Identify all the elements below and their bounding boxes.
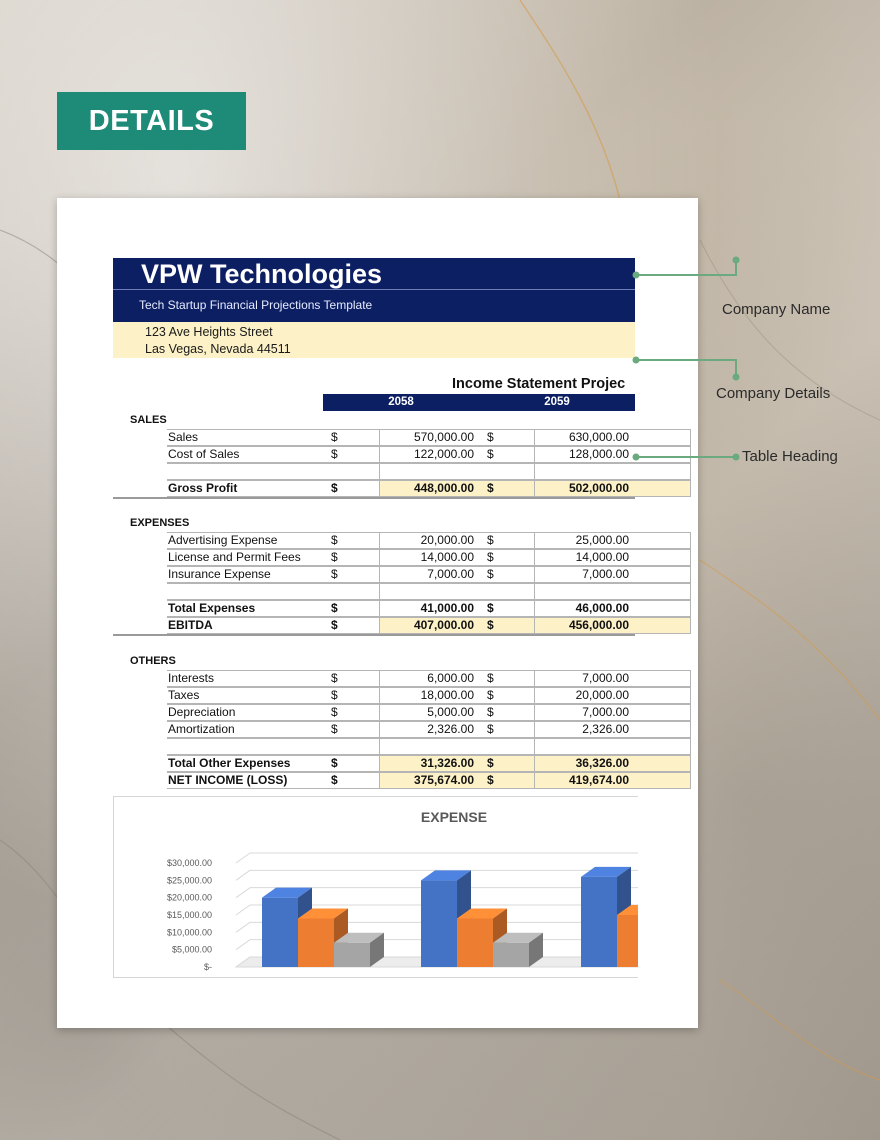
- table-row: Depreciation $ 5,000.00 $ 7,000.00: [113, 704, 635, 721]
- callout-dot: [733, 454, 740, 461]
- callout-dot: [633, 272, 640, 279]
- callout-company-details: Company Details: [716, 385, 831, 402]
- table-row: License and Permit Fees $ 14,000.00 $ 14,000.00: [113, 549, 635, 566]
- callout-dot: [733, 374, 740, 381]
- statement-title: Income Statement Projec: [452, 376, 626, 392]
- net-income-row: NET INCOME (LOSS) $ 375,674.00 $ 419,674.00: [113, 772, 635, 789]
- company-subtitle: Tech Startup Financial Projections Template: [139, 298, 373, 312]
- callout-dot: [633, 357, 640, 364]
- section-title-others: OTHERS: [130, 655, 176, 667]
- year-col-1: 2058: [388, 396, 414, 408]
- section-title-expenses: EXPENSES: [130, 517, 190, 529]
- callout-line-company-details: [636, 360, 736, 377]
- address-line-1: 123 Ave Heights Street: [145, 325, 273, 339]
- section-title-sales: SALES: [130, 414, 167, 426]
- chart-title: EXPENSE: [420, 809, 488, 825]
- details-badge: DETAILS: [57, 92, 246, 150]
- chart-y-tick-label: $20,000.00: [166, 892, 212, 903]
- chart-y-tick-label: $-: [203, 962, 212, 972]
- callout-table-heading: Table Heading: [742, 448, 838, 465]
- gross-profit-row: Gross Profit $ 448,000.00 $ 502,000.00: [113, 480, 635, 497]
- table-row: Sales $ 570,000.00 $ 630,000.00: [113, 429, 635, 446]
- chart-y-tick-label: $25,000.00: [166, 875, 212, 886]
- company-name: VPW Technologies: [141, 259, 383, 289]
- callout-dot: [733, 257, 740, 264]
- chart-y-tick-label: $5,000.00: [171, 944, 212, 955]
- chart-y-tick-label: $15,000.00: [166, 910, 212, 920]
- callout-company-name: Company Name: [722, 301, 831, 318]
- callout-line-company-name: [636, 260, 736, 275]
- total-other-expenses-row: Total Other Expenses $ 31,326.00 $ 36,326.00: [113, 755, 635, 772]
- table-row: Interests $ 6,000.00 $ 7,000.00: [113, 670, 635, 687]
- table-row: Insurance Expense $ 7,000.00 $ 7,000.00: [113, 566, 635, 583]
- chart-y-tick-label: $30,000.00: [166, 858, 212, 868]
- address-line-2: Las Vegas, Nevada 44511: [145, 342, 291, 356]
- total-expenses-row: Total Expenses $ 41,000.00 $ 46,000.00: [113, 600, 635, 617]
- table-row: Cost of Sales $ 122,000.00 $ 128,000.00: [113, 446, 635, 463]
- callout-dot: [633, 454, 640, 461]
- chart-y-tick-label: $10,000.00: [166, 927, 212, 938]
- year-col-2: 2059: [544, 396, 570, 408]
- ebitda-row: EBITDA $ 407,000.00 $ 456,000.00: [113, 617, 635, 634]
- table-row: Taxes $ 18,000.00 $ 20,000.00: [113, 687, 635, 704]
- table-row: Advertising Expense $ 20,000.00 $ 25,000.00: [113, 532, 635, 549]
- table-row: Amortization $ 2,326.00 $ 2,326.00: [113, 721, 635, 738]
